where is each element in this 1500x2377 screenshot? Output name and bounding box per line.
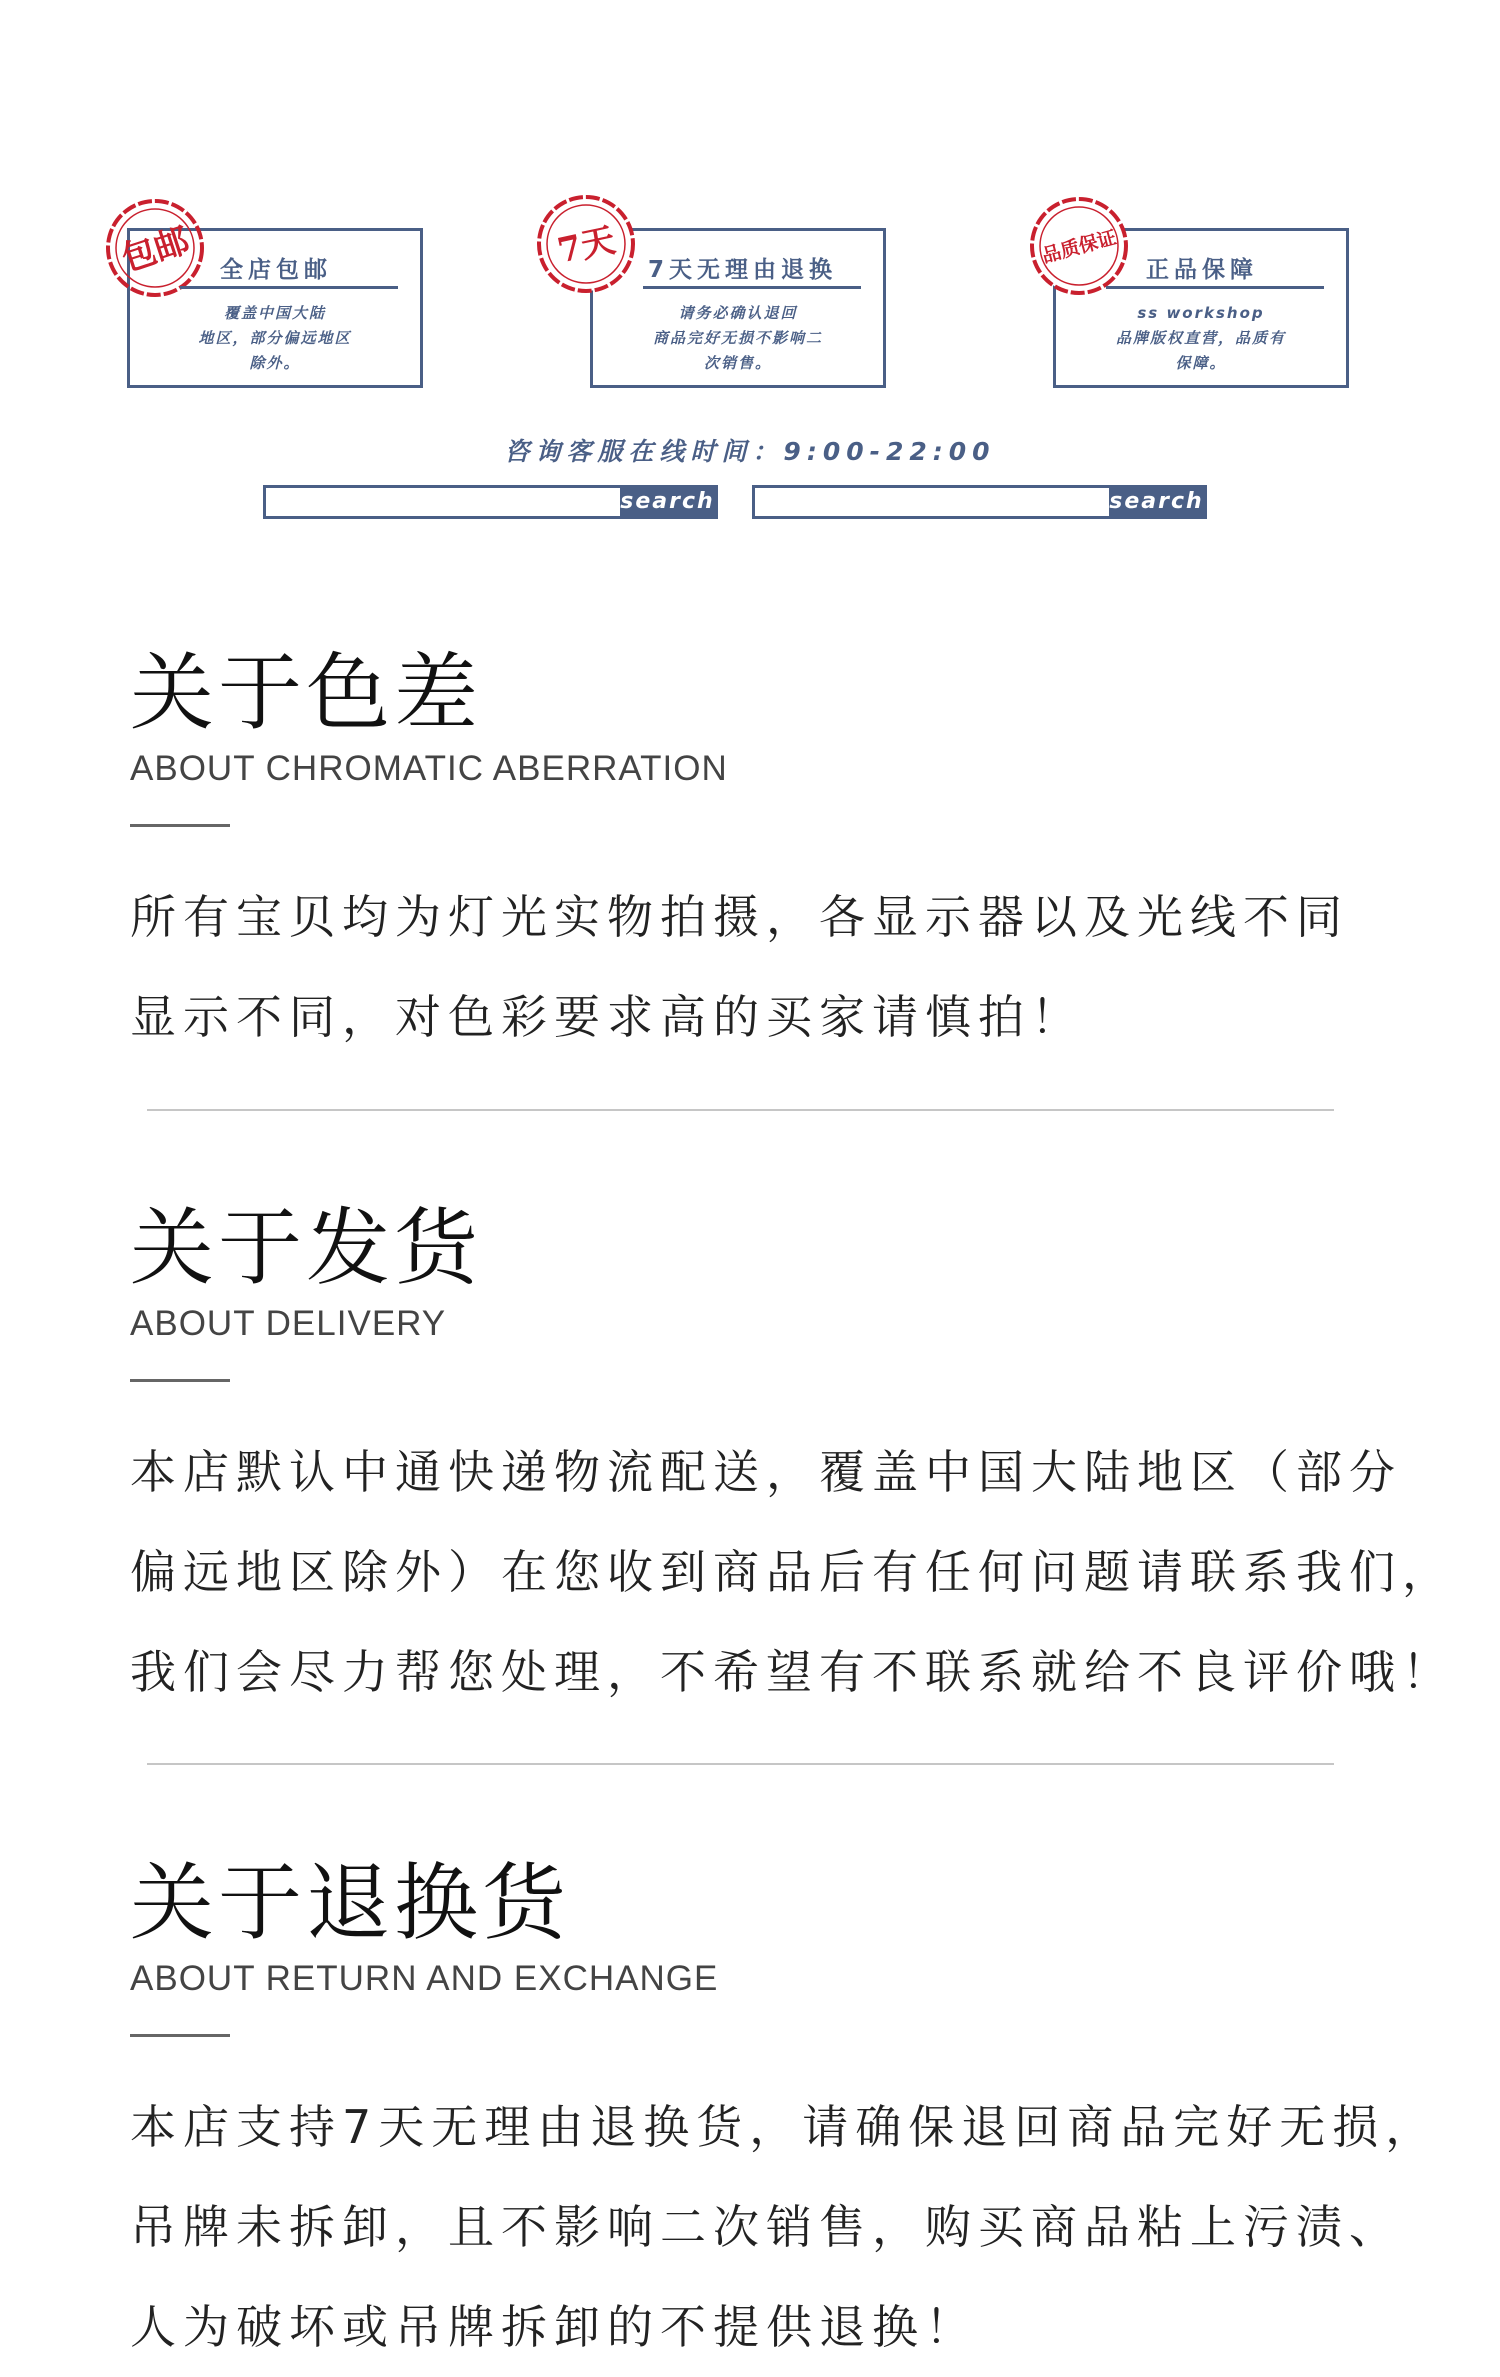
badge-desc-line: 除外。 [249, 354, 301, 372]
section-subtitle: ABOUT CHROMATIC ABERRATION [130, 749, 728, 788]
section-body [130, 1422, 1455, 1722]
search-input[interactable] [266, 488, 626, 516]
body-line: 偏远地区除外）在您收到商品后有任何问题请联系我们， [130, 1545, 1455, 1599]
body-line: 我们会尽力帮您处理，不希望有不联系就给不良评价哦！ [130, 1645, 1455, 1699]
badge-genuine-guarantee [1039, 226, 1349, 388]
badge-desc [164, 301, 386, 376]
stamp-text: 品质保证 [1039, 226, 1119, 268]
section-chromatic-aberration [130, 645, 1380, 1067]
badge-desc-line: 保障。 [1175, 354, 1227, 372]
search-bar [752, 485, 1207, 519]
section-divider [147, 1763, 1334, 1765]
body-line: 显示不同，对色彩要求高的买家请慎拍！ [130, 990, 1084, 1044]
body-line: 本店默认中通快递物流配送，覆盖中国大陆地区（部分 [130, 1445, 1402, 1499]
badge-desc-line: 地区，部分偏远地区 [198, 329, 352, 347]
search-button[interactable]: search [1109, 489, 1204, 514]
section-title: 关于退换货 [130, 1854, 571, 1952]
stamp-7day [533, 191, 639, 297]
badge-desc-line: ss workshop [1137, 304, 1265, 322]
badge-free-shipping [117, 220, 423, 388]
badge-desc [627, 301, 849, 376]
badge-rule [180, 286, 398, 289]
section-delivery [130, 1199, 1455, 1722]
badge-rule [1106, 286, 1324, 289]
body-line: 本店支持7天无理由退换货，请确保退回商品完好无损， [130, 2100, 1439, 2154]
search-input[interactable] [755, 488, 1115, 516]
search-button[interactable]: search [620, 489, 715, 514]
badge-rule [643, 286, 861, 289]
section-return-exchange [130, 1854, 1439, 2377]
service-hours: 咨询客服在线时间：9:00-22:00 [504, 437, 996, 466]
section-body [130, 867, 1380, 1067]
badge-desc-line: 覆盖中国大陆 [223, 304, 326, 322]
badge-desc-line: 次销售。 [703, 354, 772, 372]
badge-7day-return [554, 220, 886, 388]
section-subtitle: ABOUT RETURN AND EXCHANGE [130, 1959, 719, 1998]
stamp-text: 7天 [554, 220, 619, 272]
section-rule [130, 824, 230, 827]
badge-title: 正品保障 [1146, 257, 1258, 283]
section-title: 关于发货 [130, 1199, 483, 1297]
badge-title: 全店包邮 [220, 257, 332, 283]
badge-desc [1090, 301, 1312, 376]
section-rule [130, 2034, 230, 2037]
badge-desc-line: 请务必确认退回 [678, 304, 798, 322]
section-divider [147, 1109, 1334, 1111]
stamp-quality [1026, 193, 1132, 299]
section-subtitle: ABOUT DELIVERY [130, 1304, 447, 1343]
stamp-text: 包邮 [117, 220, 195, 280]
search-bar [263, 485, 718, 519]
section-title: 关于色差 [130, 644, 483, 742]
section-body [130, 2077, 1439, 2377]
body-line: 人为破坏或吊牌拆卸的不提供退换！ [130, 2300, 978, 2354]
badge-desc-line: 品牌版权直营，品质有 [1115, 329, 1286, 347]
badge-title: 7天无理由退换 [648, 257, 838, 283]
body-line: 所有宝贝均为灯光实物拍摄，各显示器以及光线不同 [130, 890, 1349, 944]
badge-desc-line: 商品完好无损不影响二 [652, 329, 823, 347]
section-rule [130, 1379, 230, 1382]
body-line: 吊牌未拆卸，且不影响二次销售，购买商品粘上污渍、 [130, 2200, 1402, 2254]
